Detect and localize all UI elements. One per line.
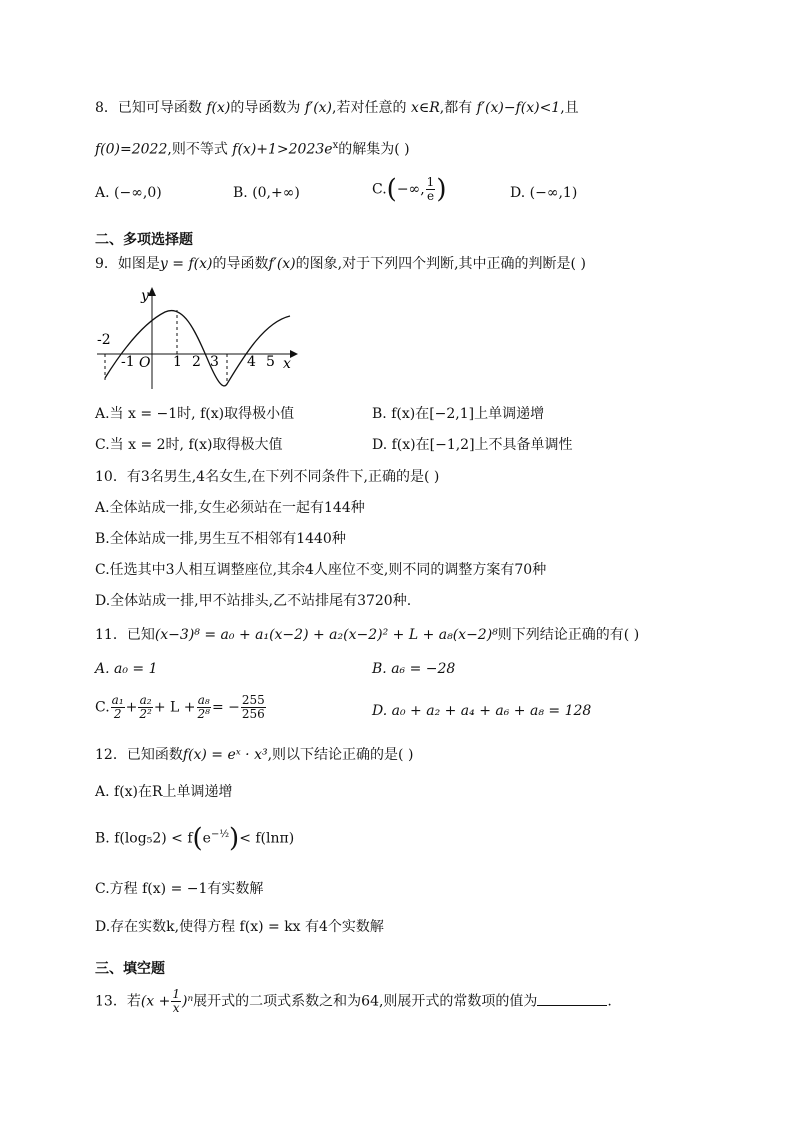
answer-blank[interactable] [537, 991, 607, 1006]
fraction [241, 694, 266, 721]
q12-option-b[interactable] [95, 823, 295, 854]
q12-option-b-left: B. f(log₅2) < f [95, 830, 193, 847]
q12-option-b-exponent: −½ [210, 829, 230, 840]
q9-option-b[interactable]: B. f(x)在[−2,1]上单调递增 [372, 406, 545, 422]
q9-option-d[interactable]: D. f(x)在[−1,2]上不具备单调性 [372, 437, 573, 453]
q8-option-b[interactable]: B. (0,+∞) [233, 185, 300, 201]
x-axis-arrow [290, 350, 298, 358]
graph-label-x: x [283, 356, 291, 372]
tick-label: 3 [210, 354, 219, 370]
q9-function: y = f(x) [159, 256, 213, 272]
q8-line1 [95, 98, 579, 118]
q9-option-a[interactable]: A.当 x = −1时, f(x)取得极小值 [95, 406, 295, 422]
q11-option-d[interactable]: D. a₀ + a₂ + a₄ + a₆ + a₈ = 128 [372, 703, 592, 719]
q11-option-b[interactable]: B. a₆ = −28 [372, 661, 456, 677]
q13-expression: (x + [140, 993, 171, 1010]
q11-stem [95, 625, 639, 645]
q8-line2 [95, 136, 410, 160]
q10-stem: 10．有3名男生,4名女生,在下列不同条件下,正确的是( ) [95, 469, 440, 485]
q8-option-c-fraction [426, 176, 436, 203]
fraction-denominator: 2² [139, 707, 152, 721]
tick-label: 1 [173, 354, 182, 370]
q8-text: ,都有 [439, 100, 473, 116]
q11-option-c-label: C. [95, 699, 110, 716]
q8-option-c-label: C. [372, 181, 387, 198]
fraction [111, 694, 125, 721]
fraction-numerator: 255 [241, 693, 265, 707]
q8-exponent: x [332, 140, 339, 151]
q11-option-c-eq: = − [211, 699, 240, 716]
q8-fx: f(x) [206, 100, 231, 116]
q13-tail: . [607, 993, 612, 1010]
fraction-numerator: a₁ [111, 693, 124, 707]
fraction-numerator: 1 [426, 175, 435, 189]
paren-open: ( [192, 823, 203, 854]
section-title: 三、填空题 [95, 961, 165, 977]
q12-function: f(x) = eˣ · x³ [182, 747, 268, 763]
q10-option-a[interactable]: A.全体站成一排,女生必须站在一起有144种 [95, 500, 365, 516]
tick-label: 5 [266, 354, 275, 370]
q11-option-a[interactable]: A. a₀ = 1 [95, 661, 158, 677]
q12-text: 12．已知函数 [95, 747, 183, 763]
fraction-denominator: 2 [113, 707, 122, 721]
q9-text: 9．如图是 [95, 256, 160, 272]
q11-text: 11．已知 [95, 627, 155, 643]
q13-text: 展开式的二项式系数之和为64,则展开式的常数项的值为 [193, 993, 538, 1010]
q9-text: 的导函数 [212, 256, 269, 272]
q12-option-d[interactable]: D.存在实数k,使得方程 f(x) = kx 有4个实数解 [95, 919, 384, 935]
q10-option-b[interactable]: B.全体站成一排,男生互不相邻有1440种 [95, 531, 346, 547]
fraction [197, 694, 211, 721]
q8-text: ,则不等式 [167, 141, 228, 158]
q10-option-d[interactable]: D.全体站成一排,甲不站排头,乙不站排尾有3720种. [95, 593, 412, 609]
fraction [138, 694, 152, 721]
q9-option-c[interactable]: C.当 x = 2时, f(x)取得极大值 [95, 437, 283, 453]
fraction-numerator: a₈ [197, 693, 210, 707]
q8-target-inequality: f(x)+1>2023e [232, 141, 333, 158]
q11-option-c[interactable]: C. $\frac{\text{a₁}}{2}$ + $\frac{\text{a₂}}{\text{2²}}$ + L + $\frac{\text{a₈}}{\text{2⁸}}$ = − $\frac{255}{256}$ [95, 693, 265, 721]
q12-option-a[interactable]: A. f(x)在R上单调递增 [95, 784, 233, 800]
q8-option-c-inner: −∞, [396, 181, 425, 198]
q13-text: 13．若 [95, 993, 141, 1010]
derivative-graph [95, 284, 300, 394]
fraction-denominator: x [172, 1001, 180, 1015]
paren-close: ) [436, 174, 447, 205]
fraction-denominator: 256 [241, 707, 265, 721]
q8-option-a[interactable]: A. (−∞,0) [95, 185, 162, 201]
fraction-denominator: 2⁸ [197, 707, 210, 721]
q9-stem [95, 254, 586, 274]
y-axis-arrow [148, 287, 156, 296]
q8-domain: x∈R [410, 100, 440, 116]
q11-expansion: (x−3)⁸ = a₀ + a₁(x−2) + a₂(x−2)² + L + a₈(x−2)⁸ [154, 627, 498, 643]
q12-option-c[interactable]: C.方程 f(x) = −1有实数解 [95, 881, 264, 897]
derivative-curve [105, 311, 290, 386]
q9-derivative: f′(x) [268, 256, 296, 272]
tick-label: 4 [247, 354, 256, 370]
tick-label: -1 [121, 354, 135, 370]
q8-text: 已知可导函数 [117, 100, 202, 116]
section-title: 二、多项选择题 [95, 232, 193, 248]
paren-open: ( [386, 174, 397, 205]
q8-text: 的解集为( ) [338, 141, 410, 158]
fraction-numerator: 1 [172, 987, 181, 1001]
q8-text: 的导函数为 [230, 100, 301, 116]
q12-option-b-base: e [202, 830, 211, 847]
q8-option-d[interactable]: D. (−∞,1) [510, 185, 578, 201]
fraction-denominator: e [426, 189, 435, 203]
tick-label: -2 [97, 332, 111, 348]
q8-fpx: f′(x) [304, 100, 333, 116]
fraction-numerator: a₂ [139, 693, 152, 707]
graph-label-y: y [141, 288, 149, 304]
q8-text: ,若对任意的 [332, 100, 407, 116]
graph-origin: O [139, 355, 151, 371]
q12-stem [95, 745, 413, 765]
q8-inequality: f′(x)−f(x)<1 [476, 100, 561, 116]
q8-initial-condition: f(0)=2022 [95, 141, 168, 158]
q13-expression: )ⁿ [182, 993, 194, 1010]
tick-label: 2 [192, 354, 201, 370]
q8-option-c[interactable] [372, 176, 446, 203]
q12-text: ,则以下结论正确的是( ) [267, 747, 414, 763]
q12-option-b-right: < f(lnπ) [239, 830, 295, 847]
q11-option-c-mid: + L + [153, 699, 196, 716]
q9-text: 的图象,对于下列四个判断,其中正确的判断是( ) [295, 256, 586, 272]
q13-stem [95, 988, 612, 1015]
fraction [171, 988, 181, 1015]
q10-option-c[interactable]: C.任选其中3人相互调整座位,其余4人座位不变,则不同的调整方案有70种 [95, 562, 547, 578]
q8-text: ,且 [560, 100, 579, 116]
q11-text: 则下列结论正确的有( ) [497, 627, 640, 643]
q8-number: 8． [95, 100, 118, 116]
paren-close: ) [229, 823, 240, 854]
